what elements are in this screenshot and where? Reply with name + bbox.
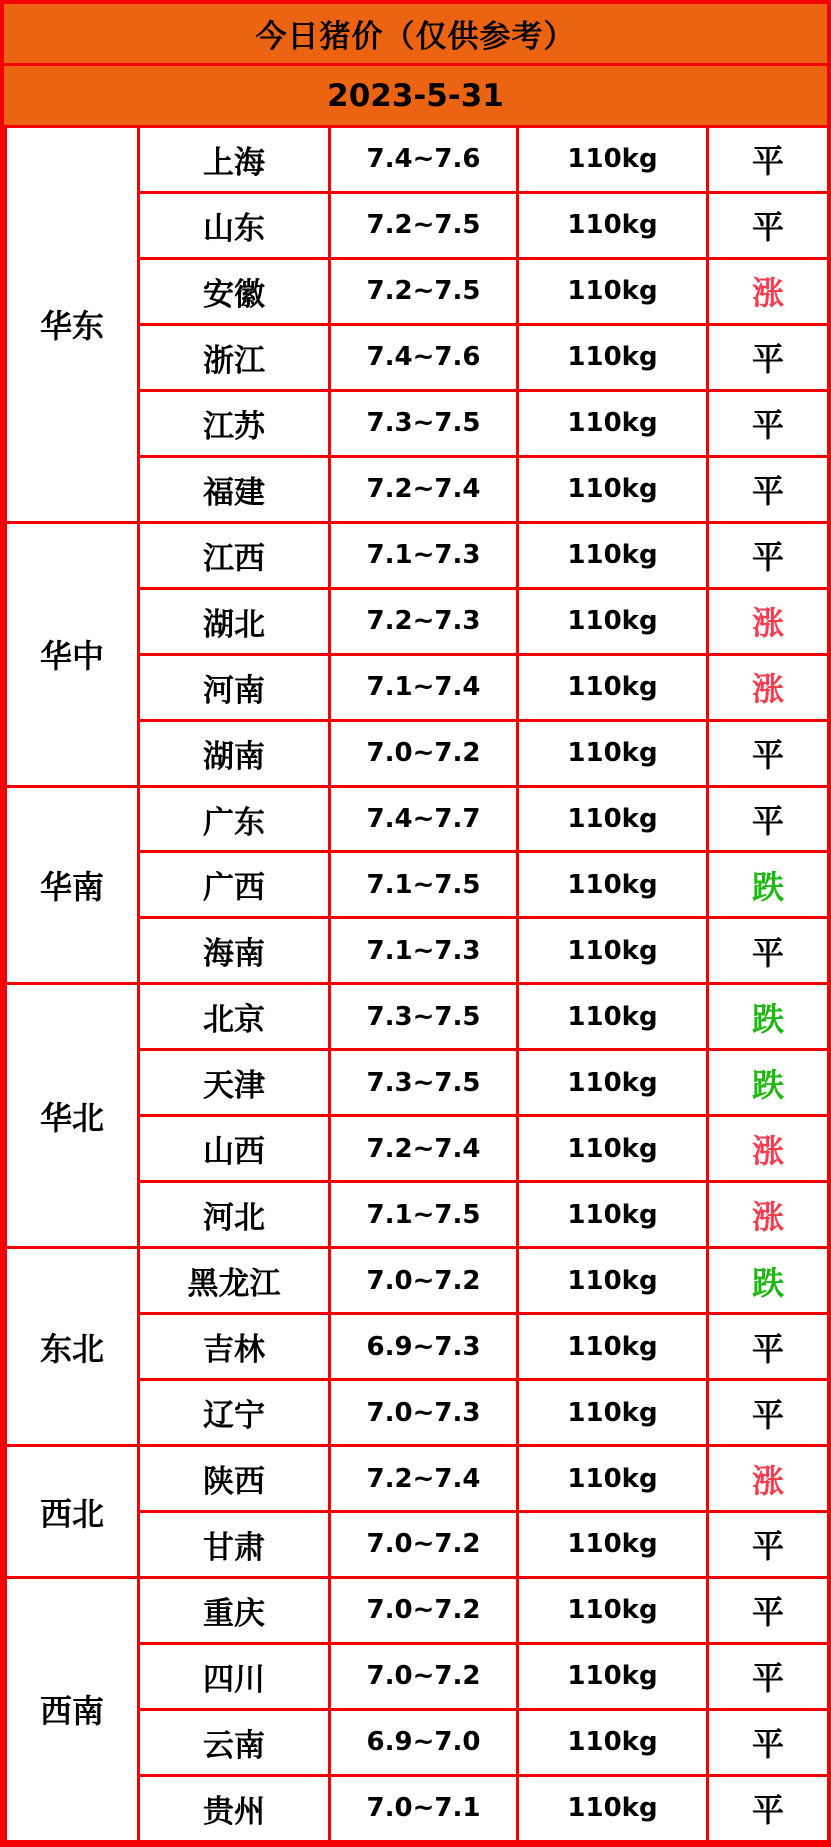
- price-cell: 7.1~7.5: [330, 1182, 518, 1248]
- weight-cell: 110kg: [518, 852, 708, 918]
- weight-cell: 110kg: [518, 324, 708, 390]
- status-cell: 平: [708, 1643, 829, 1709]
- weight-cell: 110kg: [518, 1643, 708, 1709]
- weight-cell: 110kg: [518, 720, 708, 786]
- region-cell: 西南: [6, 1577, 139, 1841]
- province-cell: 陕西: [139, 1446, 330, 1512]
- status-cell: 涨: [708, 1116, 829, 1182]
- province-cell: 河北: [139, 1182, 330, 1248]
- price-cell: 7.0~7.3: [330, 1380, 518, 1446]
- province-cell: 广西: [139, 852, 330, 918]
- price-cell: 7.0~7.2: [330, 1248, 518, 1314]
- price-cell: 7.0~7.1: [330, 1775, 518, 1841]
- status-cell: 平: [708, 918, 829, 984]
- region-cell: 东北: [6, 1248, 139, 1446]
- price-cell: 6.9~7.0: [330, 1709, 518, 1775]
- weight-cell: 110kg: [518, 522, 708, 588]
- status-cell: 平: [708, 1709, 829, 1775]
- price-cell: 7.1~7.4: [330, 654, 518, 720]
- weight-cell: 110kg: [518, 1116, 708, 1182]
- province-cell: 北京: [139, 984, 330, 1050]
- province-cell: 山东: [139, 192, 330, 258]
- price-cell: 7.1~7.3: [330, 918, 518, 984]
- price-cell: 7.0~7.2: [330, 1512, 518, 1578]
- price-cell: 7.3~7.5: [330, 1050, 518, 1116]
- weight-cell: 110kg: [518, 258, 708, 324]
- table-row: [6, 786, 829, 852]
- province-cell: 湖北: [139, 588, 330, 654]
- weight-cell: 110kg: [518, 918, 708, 984]
- province-cell: 江苏: [139, 390, 330, 456]
- region-cell: 华南: [6, 786, 139, 984]
- weight-cell: 110kg: [518, 192, 708, 258]
- status-cell: 平: [708, 1314, 829, 1380]
- weight-cell: 110kg: [518, 1577, 708, 1643]
- weight-cell: 110kg: [518, 456, 708, 522]
- status-cell: 平: [708, 1380, 829, 1446]
- table-row: [6, 1577, 829, 1643]
- status-cell: 涨: [708, 588, 829, 654]
- region-cell: 西北: [6, 1446, 139, 1578]
- price-cell: 7.1~7.5: [330, 852, 518, 918]
- status-cell: 平: [708, 786, 829, 852]
- province-cell: 吉林: [139, 1314, 330, 1380]
- weight-cell: 110kg: [518, 984, 708, 1050]
- table-row: [6, 127, 829, 193]
- status-cell: 平: [708, 324, 829, 390]
- province-cell: 上海: [139, 127, 330, 193]
- weight-cell: 110kg: [518, 1314, 708, 1380]
- region-cell: 华东: [6, 127, 139, 523]
- weight-cell: 110kg: [518, 1248, 708, 1314]
- province-cell: 天津: [139, 1050, 330, 1116]
- status-cell: 平: [708, 1512, 829, 1578]
- price-cell: 7.2~7.4: [330, 456, 518, 522]
- weight-cell: 110kg: [518, 1446, 708, 1512]
- table-row: [6, 984, 829, 1050]
- province-cell: 黑龙江: [139, 1248, 330, 1314]
- price-cell: 7.0~7.2: [330, 720, 518, 786]
- status-cell: 平: [708, 720, 829, 786]
- province-cell: 河南: [139, 654, 330, 720]
- price-cell: 7.4~7.6: [330, 127, 518, 193]
- status-cell: 跌: [708, 1248, 829, 1314]
- status-cell: 涨: [708, 654, 829, 720]
- weight-cell: 110kg: [518, 654, 708, 720]
- status-cell: 平: [708, 390, 829, 456]
- province-cell: 福建: [139, 456, 330, 522]
- weight-cell: 110kg: [518, 390, 708, 456]
- province-cell: 浙江: [139, 324, 330, 390]
- weight-cell: 110kg: [518, 588, 708, 654]
- province-cell: 甘肃: [139, 1512, 330, 1578]
- price-cell: 6.9~7.3: [330, 1314, 518, 1380]
- province-cell: 海南: [139, 918, 330, 984]
- status-cell: 涨: [708, 258, 829, 324]
- price-cell: 7.2~7.4: [330, 1116, 518, 1182]
- province-cell: 安徽: [139, 258, 330, 324]
- price-cell: 7.3~7.5: [330, 390, 518, 456]
- weight-cell: 110kg: [518, 1182, 708, 1248]
- province-cell: 江西: [139, 522, 330, 588]
- region-cell: 华中: [6, 522, 139, 786]
- price-cell: 7.4~7.6: [330, 324, 518, 390]
- province-cell: 四川: [139, 1643, 330, 1709]
- status-cell: 平: [708, 456, 829, 522]
- price-cell: 7.0~7.2: [330, 1577, 518, 1643]
- province-cell: 贵州: [139, 1775, 330, 1841]
- weight-cell: 110kg: [518, 1512, 708, 1578]
- status-cell: 跌: [708, 852, 829, 918]
- province-cell: 云南: [139, 1709, 330, 1775]
- table-row: [6, 1248, 829, 1314]
- price-cell: 7.0~7.2: [330, 1643, 518, 1709]
- page-title: 今日猪价（仅供参考）: [4, 4, 827, 66]
- price-cell: 7.4~7.7: [330, 786, 518, 852]
- price-cell: 7.3~7.5: [330, 984, 518, 1050]
- region-cell: 华北: [6, 984, 139, 1248]
- weight-cell: 110kg: [518, 127, 708, 193]
- price-cell: 7.2~7.3: [330, 588, 518, 654]
- price-table-body: [6, 127, 829, 1842]
- province-cell: 重庆: [139, 1577, 330, 1643]
- province-cell: 广东: [139, 786, 330, 852]
- status-cell: 平: [708, 1775, 829, 1841]
- price-table: [4, 125, 830, 1843]
- province-cell: 山西: [139, 1116, 330, 1182]
- province-cell: 辽宁: [139, 1380, 330, 1446]
- status-cell: 平: [708, 127, 829, 193]
- price-cell: 7.1~7.3: [330, 522, 518, 588]
- table-row: [6, 522, 829, 588]
- status-cell: 平: [708, 1577, 829, 1643]
- weight-cell: 110kg: [518, 1050, 708, 1116]
- table-row: [6, 1446, 829, 1512]
- status-cell: 平: [708, 192, 829, 258]
- weight-cell: 110kg: [518, 786, 708, 852]
- status-cell: 平: [708, 522, 829, 588]
- status-cell: 跌: [708, 1050, 829, 1116]
- date-label: 2023-5-31: [4, 66, 827, 125]
- weight-cell: 110kg: [518, 1709, 708, 1775]
- weight-cell: 110kg: [518, 1775, 708, 1841]
- status-cell: 涨: [708, 1182, 829, 1248]
- price-cell: 7.2~7.5: [330, 258, 518, 324]
- price-cell: 7.2~7.5: [330, 192, 518, 258]
- status-cell: 跌: [708, 984, 829, 1050]
- weight-cell: 110kg: [518, 1380, 708, 1446]
- price-cell: 7.2~7.4: [330, 1446, 518, 1512]
- status-cell: 涨: [708, 1446, 829, 1512]
- province-cell: 湖南: [139, 720, 330, 786]
